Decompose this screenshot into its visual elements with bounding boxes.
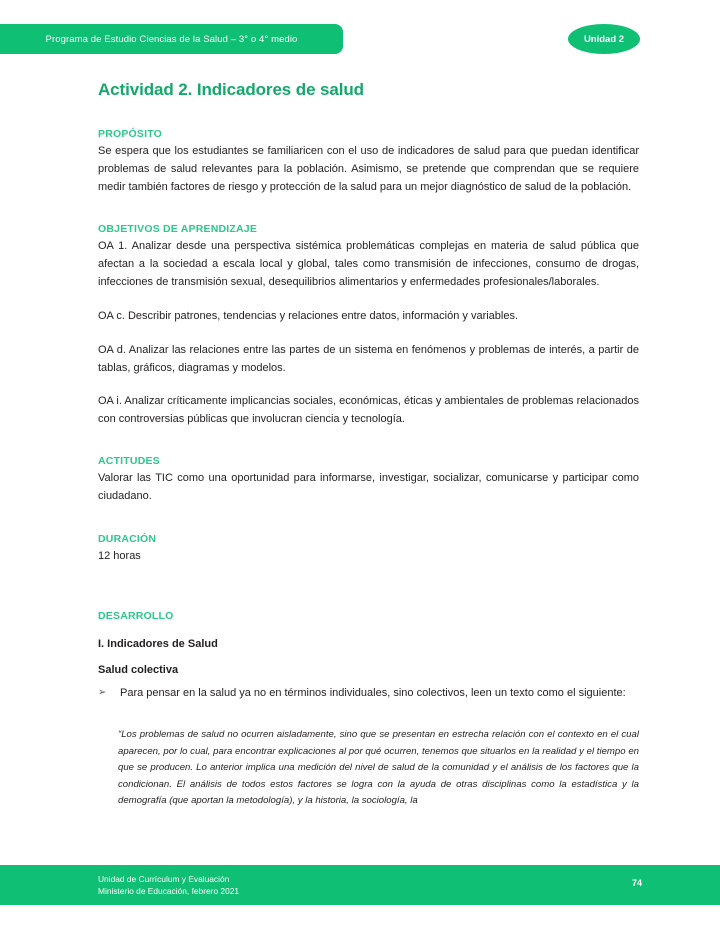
section-heading-objetivos: OBJETIVOS DE APRENDIZAJE [98, 223, 258, 236]
page-header [0, 0, 720, 70]
objetivo-item-oai: OA i. Analizar críticamente implicancias sociales, económicas, éticas y ambientales de problemas relacionados con controversias públicas que involucran ciencia y tecnología. [98, 395, 639, 426]
section-desarrollo [98, 610, 639, 809]
section-duracion [98, 533, 639, 566]
spacer [98, 582, 639, 610]
unit-badge [568, 24, 640, 54]
section-actitudes [98, 455, 639, 506]
section-heading-proposito: PROPÓSITO [98, 128, 163, 140]
footer-organization [98, 873, 239, 898]
actitudes-body: Valorar las TIC como una oportunidad para informarse, investigar, socializar, comunicarse y participar como ciudadano. [98, 471, 639, 502]
arrow-bullet-icon: ➢ [98, 687, 107, 699]
section-proposito [98, 128, 639, 196]
header-banner [0, 24, 343, 54]
duracion-body: 12 horas [98, 549, 141, 562]
page-footer [0, 865, 720, 905]
document-body [98, 80, 639, 810]
section-heading-duracion: DURACIÓN [98, 532, 157, 545]
list-item [98, 685, 639, 703]
footer-line-1: Unidad de Currículum y Evaluación [98, 874, 230, 884]
footer-line-2: Ministerio de Educación, febrero 2021 [98, 886, 240, 897]
page-number: 74 [631, 878, 642, 888]
section-objetivos [98, 223, 639, 429]
list-item-label: Para pensar en la salud ya no en términos individuales, sino colectivos, leen un texto como el siguiente: [120, 687, 626, 700]
section-heading-actitudes: ACTITUDES [98, 454, 160, 467]
section-heading-desarrollo: DESARROLLO [98, 610, 174, 623]
spacer [98, 213, 639, 223]
spacer [98, 523, 639, 533]
objetivo-item-oac: OA c. Describir patrones, tendencias y relaciones entre datos, información y variables. [98, 309, 519, 322]
quoted-text-block: “Los problemas de salud no ocurren aisladamente, sino que se presentan en estrecha relación con el contexto en el cual aparecen, por lo cual, para encontrar explicaciones al por qué ocurren, tenemos que situarlos en la realidad y el tiempo en que se producen. Lo anterior implica una medición del nivel de salud de la comunidad y el análisis de los factores que la condicionan. El análisis de todos estos factores se logra con la ayuda de otras disciplinas como la estadística y la demografía (que aportan la metodología), y la historia, la sociología, la [118, 729, 639, 807]
header-banner-label: Programa de Estudio Ciencias de la Salud – 3° o 4° medio [45, 33, 298, 45]
desarrollo-subheading: Salud colectiva [98, 664, 179, 677]
desarrollo-subtitle: I. Indicadores de Salud [98, 638, 218, 651]
objetivo-item-oa1: OA 1. Analizar desde una perspectiva sistémica problemáticas complejas en materia de salud pública que afectan a la sociedad a escala local y global, tales como transmisión de infecciones, consumo de drogas, infecciones de transmisión sexual, desequilibrios alimentarios y enfermedades profesionales/laborales. [98, 240, 639, 289]
spacer [98, 445, 639, 455]
page-title: Actividad 2. Indicadores de salud [98, 80, 364, 99]
spacer [98, 717, 639, 727]
unit-badge-label: Unidad 2 [583, 33, 625, 45]
objetivo-item-oad: OA d. Analizar las relaciones entre las partes de un sistema en fenómenos y problemas de interés, a partir de tablas, gráficos, diagramas y modelos. [98, 343, 639, 374]
proposito-body: Se espera que los estudiantes se familiaricen con el uso de indicadores de salud para que puedan identificar problemas de salud relevantes para la población. Asimismo, se pretende que comprendan que se requiere medir también factores de riesgo y protección de la salud para un mejor diagnóstico de salud de la población. [98, 145, 639, 193]
